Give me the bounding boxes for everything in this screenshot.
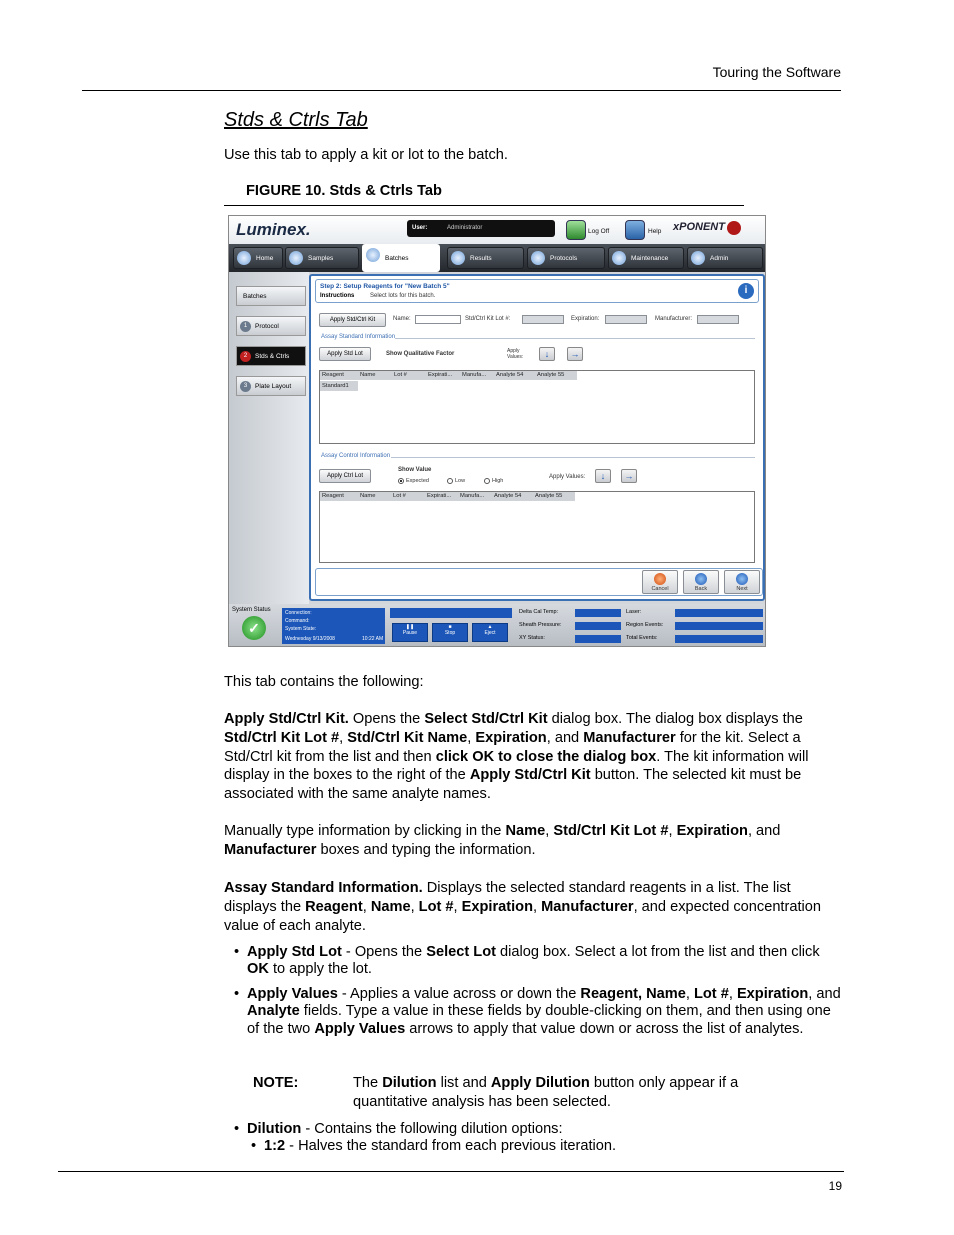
std-table-header	[320, 371, 577, 380]
info-icon[interactable]: i	[738, 283, 754, 299]
admin-icon	[691, 251, 705, 265]
ctrl-col-analyte-55[interactable]: Analyte 55	[535, 493, 563, 499]
apply-std-lot-button[interactable]: Apply Std Lot	[319, 347, 371, 361]
std-group-label: Assay Standard Information	[321, 334, 396, 340]
status-date: Wednesday 9/13/2008	[285, 636, 335, 642]
kit-expiration-label: Expiration:	[571, 316, 600, 322]
app-top-bar	[229, 216, 765, 244]
wizard-bottom-bar	[315, 568, 763, 596]
region-events-label: Region Events:	[626, 622, 664, 628]
home-icon	[237, 251, 251, 265]
user-value: Administrator	[447, 225, 483, 231]
row-reagent: Standard1	[322, 383, 349, 389]
table-row[interactable]	[320, 381, 358, 391]
paragraph-assay-standard: Assay Standard Information. Displays the selected standard reagents in a list. The list displays the Reagent, Name, Lot #, Expiration, Manufacturer, and expected concentration value of each analyte.	[224, 880, 821, 934]
step-header	[315, 279, 759, 303]
ctrl-group-rule	[391, 457, 755, 458]
laser-label: Laser:	[626, 609, 642, 615]
sheath-pressure-bar	[575, 622, 621, 630]
step-title: Step 2: Setup Reagents for "New Batch 5"	[320, 283, 450, 290]
std-table	[319, 370, 755, 444]
system-status-label: System Status	[232, 607, 271, 613]
ctrl-col-analyte-54[interactable]: Analyte 54	[494, 493, 522, 499]
total-events-bar	[675, 635, 763, 643]
left-nav-protocol[interactable]: 1 Protocol	[236, 316, 306, 336]
header-rule	[82, 90, 841, 91]
col-manufacturer[interactable]: Manufa...	[462, 372, 487, 378]
region-events-bar	[675, 622, 763, 630]
figure-caption: FIGURE 10. Stds & Ctrls Tab	[246, 183, 442, 199]
left-nav-pane	[229, 272, 309, 604]
left-nav-plate-layout[interactable]: 3 Plate Layout	[236, 376, 306, 396]
xponent-logo: xPONENT	[673, 221, 725, 233]
next-arrow-icon	[736, 573, 748, 585]
section-intro: Use this tab to apply a kit or lot to the batch.	[224, 147, 508, 163]
kit-manufacturer-label: Manufacturer:	[655, 316, 693, 322]
connection-label: Connection:	[285, 610, 312, 616]
tab-home[interactable]: Home	[233, 247, 283, 269]
total-events-label: Total Events:	[626, 635, 658, 641]
col-analyte-55[interactable]: Analyte 55	[537, 372, 565, 378]
help-icon[interactable]	[625, 220, 645, 240]
ctrl-col-manufacturer[interactable]: Manufa...	[460, 493, 485, 499]
stop-button[interactable]: ■ Stop	[432, 623, 468, 642]
tab-results[interactable]: Results	[447, 247, 524, 269]
status-time: 10:22 AM	[362, 636, 384, 642]
pause-button[interactable]: ❚❚ Pause	[392, 623, 428, 642]
status-ok-check-icon: ✓	[242, 616, 266, 640]
apply-values-ctrl-label: Apply Values:	[549, 474, 586, 480]
eject-icon: ▲	[487, 624, 493, 630]
radio-low[interactable]	[447, 478, 453, 484]
instructions-text: Select lots for this batch.	[370, 293, 436, 299]
back-button[interactable]: Back	[683, 570, 719, 594]
cancel-icon	[654, 573, 666, 585]
tab-batches[interactable]: Batches	[362, 244, 440, 272]
bullet-dilution-1-2: • 1:2 - Halves the standard from each previous iteration.	[264, 1138, 842, 1155]
radio-expected-label: Expected	[406, 478, 429, 484]
protocols-icon	[531, 251, 545, 265]
page-number: 19	[828, 1179, 842, 1193]
contains-line: This tab contains the following:	[224, 674, 424, 690]
eject-button[interactable]: ▲ Eject	[472, 623, 508, 642]
maintenance-icon	[612, 251, 626, 265]
show-qual-label: Show Qualitative Factor	[386, 351, 455, 357]
xy-status-bar	[575, 635, 621, 643]
delta-cal-temp-label: Delta Cal Temp:	[519, 609, 559, 615]
progress-bar	[390, 608, 512, 618]
note-text: The Dilution list and Apply Dilution button only appear if a quantitative analysis has been selected.	[353, 1075, 739, 1110]
help-label[interactable]: Help	[648, 228, 662, 235]
col-name[interactable]: Name	[360, 372, 376, 378]
user-box	[407, 220, 555, 237]
col-analyte-54[interactable]: Analyte 54	[496, 372, 524, 378]
tab-admin[interactable]: Admin	[687, 247, 763, 269]
apply-across-arrow-icon[interactable]: →	[567, 347, 583, 361]
radio-high[interactable]	[484, 478, 490, 484]
ctrl-group-label: Assay Control Information	[321, 453, 391, 459]
delta-cal-temp-bar	[575, 609, 621, 617]
paragraph-apply-kit: Apply Std/Ctrl Kit. Opens the Select Std/Ctrl Kit dialog box. The dialog box displays the Std/Ctrl Kit Lot #, Std/Ctrl Kit Name, Expiration, and Manufacturer for the kit. Select a Std/Ctrl kit from the list and then click OK to close the dialog box. The kit information will display in the boxes to the right of the Apply Std/Ctrl Kit button. The selected kit must be associated with the same analyte names.	[224, 711, 809, 803]
stop-indicator-icon	[727, 221, 741, 235]
kit-expiration-input[interactable]	[605, 315, 647, 324]
luminex-logo: Luminex.	[236, 220, 311, 239]
samples-icon	[289, 251, 303, 265]
bullet-apply-std-lot: • Apply Std Lot - Opens the Select Lot dialog box. Select a lot from the list and then click OK to apply the lot.	[247, 944, 842, 979]
connection-panel	[282, 608, 385, 644]
instructions-label: Instructions	[320, 293, 355, 299]
screenshot-figure	[228, 215, 766, 647]
left-nav-batches[interactable]: Batches	[236, 286, 306, 306]
tab-maintenance[interactable]: Maintenance	[608, 247, 684, 269]
ctrl-col-lot[interactable]: Lot #	[393, 493, 406, 499]
main-panel	[309, 274, 765, 601]
kit-manufacturer-input[interactable]	[697, 315, 739, 324]
col-reagent[interactable]: Reagent	[322, 372, 344, 378]
kit-name-label: Name:	[393, 316, 411, 322]
pause-icon: ❚❚	[405, 624, 415, 630]
results-icon	[451, 251, 465, 265]
logoff-icon[interactable]	[566, 220, 586, 240]
kit-name-input[interactable]	[415, 315, 461, 324]
sheath-pressure-label: Sheath Pressure:	[519, 622, 562, 628]
command-label: Command:	[285, 618, 310, 624]
footer-rule	[58, 1171, 844, 1172]
col-lot[interactable]: Lot #	[394, 372, 407, 378]
batches-icon	[366, 248, 380, 262]
ctrl-table-header	[320, 492, 575, 501]
ctrl-apply-across-arrow-icon[interactable]: →	[621, 469, 637, 483]
col-expiration[interactable]: Expirati...	[428, 372, 453, 378]
paragraph-manual-entry: Manually type information by clicking in the Name, Std/Ctrl Kit Lot #, Expiration, and Manufacturer boxes and typing the information.	[224, 823, 781, 858]
apply-down-arrow-icon[interactable]: ↓	[539, 347, 555, 361]
apply-ctrl-lot-button[interactable]: Apply Ctrl Lot	[319, 469, 371, 483]
ctrl-table	[319, 491, 755, 563]
next-button[interactable]: Next	[724, 570, 760, 594]
cancel-button[interactable]: Cancel	[642, 570, 678, 594]
radio-high-label: High	[492, 478, 504, 484]
status-bar	[229, 604, 765, 646]
figure-rule	[224, 205, 744, 206]
tab-protocols[interactable]: Protocols	[527, 247, 605, 269]
left-nav-stds-ctrls[interactable]: 2 Stds & Ctrls	[236, 346, 306, 366]
apply-values-label: Apply Values:	[507, 348, 524, 360]
ctrl-col-expiration[interactable]: Expirati...	[427, 493, 452, 499]
kit-lot-label: Std/Ctrl Kit Lot #:	[465, 316, 511, 322]
logoff-label[interactable]: Log Off	[588, 228, 610, 235]
std-group-rule	[395, 338, 755, 339]
running-header: Touring the Software	[712, 64, 841, 80]
user-label: User:	[412, 225, 428, 231]
bullet-apply-values: • Apply Values - Applies a value across or down the Reagent, Name, Lot #, Expiration, and Analyte fields. Type a value in these fields by double-clicking on them, and then using one of the two Apply Values arrows to apply that value down or across the list of analytes.	[247, 986, 842, 1038]
apply-std-ctrl-kit-button[interactable]: Apply Std/Ctrl Kit	[319, 313, 386, 327]
radio-expected[interactable]	[398, 478, 404, 484]
radio-low-label: Low	[455, 478, 466, 484]
ctrl-apply-down-arrow-icon[interactable]: ↓	[595, 469, 611, 483]
back-arrow-icon	[695, 573, 707, 585]
stop-icon: ■	[448, 624, 452, 630]
note-label: NOTE:	[253, 1075, 299, 1091]
nav-bar	[229, 244, 765, 272]
kit-lot-input[interactable]	[522, 315, 564, 324]
xy-status-label: XY Status:	[519, 635, 545, 641]
ctrl-col-reagent[interactable]: Reagent	[322, 493, 344, 499]
bullet-dilution: • Dilution - Contains the following dilution options:	[247, 1121, 842, 1138]
ctrl-col-name[interactable]: Name	[360, 493, 376, 499]
show-value-label: Show Value	[398, 467, 432, 473]
tab-samples[interactable]: Samples	[285, 247, 359, 269]
laser-bar	[675, 609, 763, 617]
section-title: Stds & Ctrls Tab	[224, 109, 368, 131]
system-state-label: System State:	[285, 626, 317, 632]
